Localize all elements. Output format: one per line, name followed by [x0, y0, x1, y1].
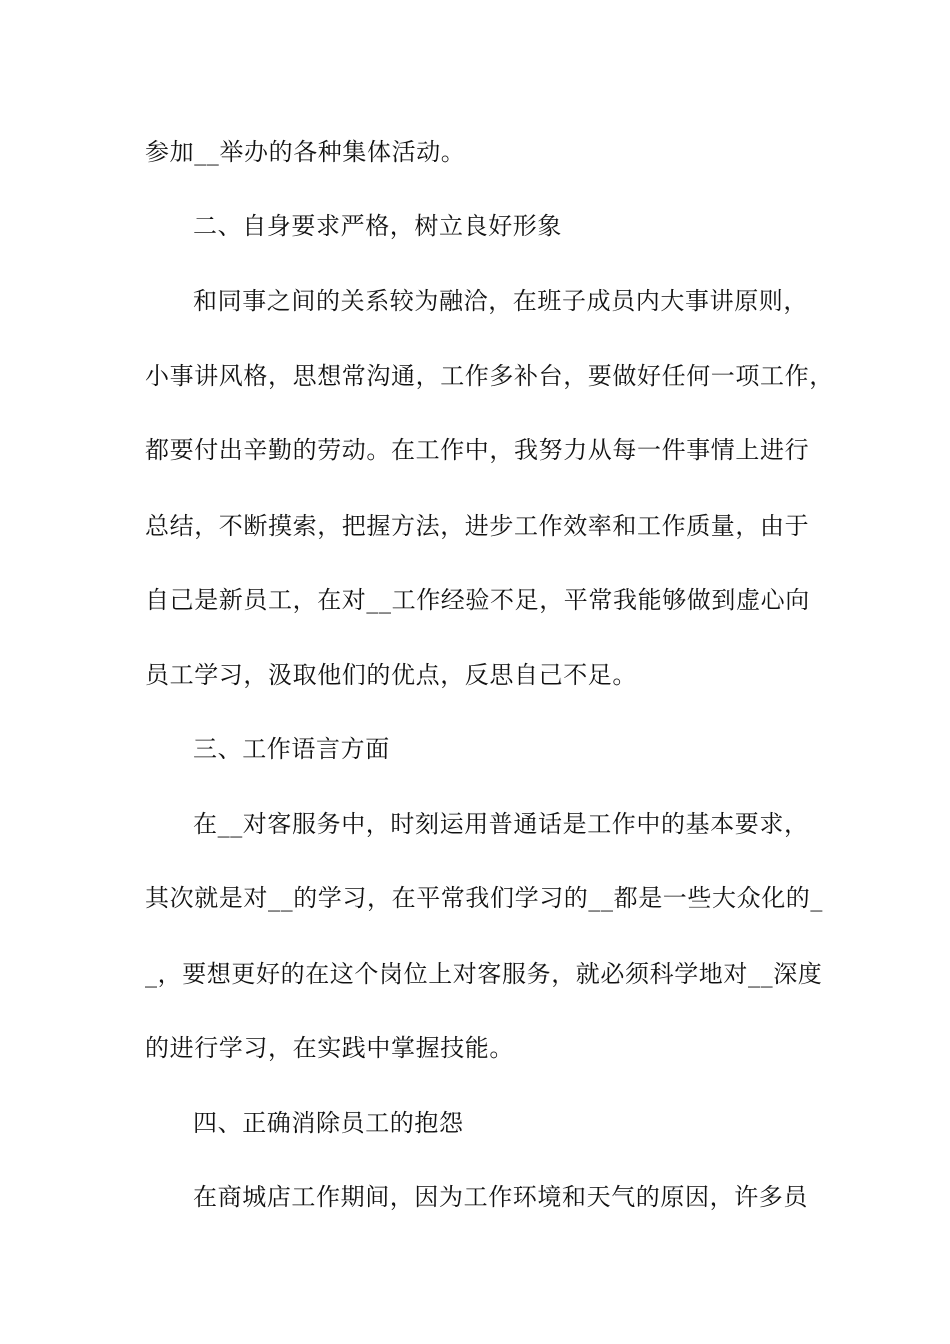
paragraph-line: 其次就是对__的学习，在平常我们学习的__都是一些大众化的_: [145, 884, 823, 912]
paragraph-line: 自己是新员工，在对__工作经验不足，平常我能够做到虚心向: [145, 586, 810, 614]
paragraph-line: 小事讲风格，思想常沟通，工作多补台，要做好任何一项工作，: [145, 362, 834, 390]
section-heading: 四、正确消除员工的抱怨: [193, 1109, 464, 1137]
paragraph-line: 员工学习，汲取他们的优点，反思自己不足。: [145, 661, 637, 689]
paragraph-line: 在商城店工作期间，因为工作环境和天气的原因，许多员: [193, 1183, 808, 1211]
paragraph-line: 的进行学习，在实践中掌握技能。: [145, 1034, 514, 1062]
paragraph-line: 在__对客服务中，时刻运用普通话是工作中的基本要求，: [193, 810, 809, 838]
paragraph-line: _，要想更好的在这个岗位上对客服务，就必须科学地对__深度: [145, 960, 823, 988]
section-heading: 三、工作语言方面: [193, 735, 390, 763]
paragraph-line: 都要付出辛勤的劳动。在工作中，我努力从每一件事情上进行: [145, 436, 810, 464]
section-heading: 二、自身要求严格，树立良好形象: [193, 212, 562, 240]
paragraph-line: 总结，不断摸索，把握方法，进步工作效率和工作质量，由于: [145, 512, 810, 540]
paragraph-line: 和同事之间的关系较为融洽，在班子成员内大事讲原则，: [193, 287, 808, 315]
paragraph-line: 参加__举办的各种集体活动。: [145, 138, 466, 166]
